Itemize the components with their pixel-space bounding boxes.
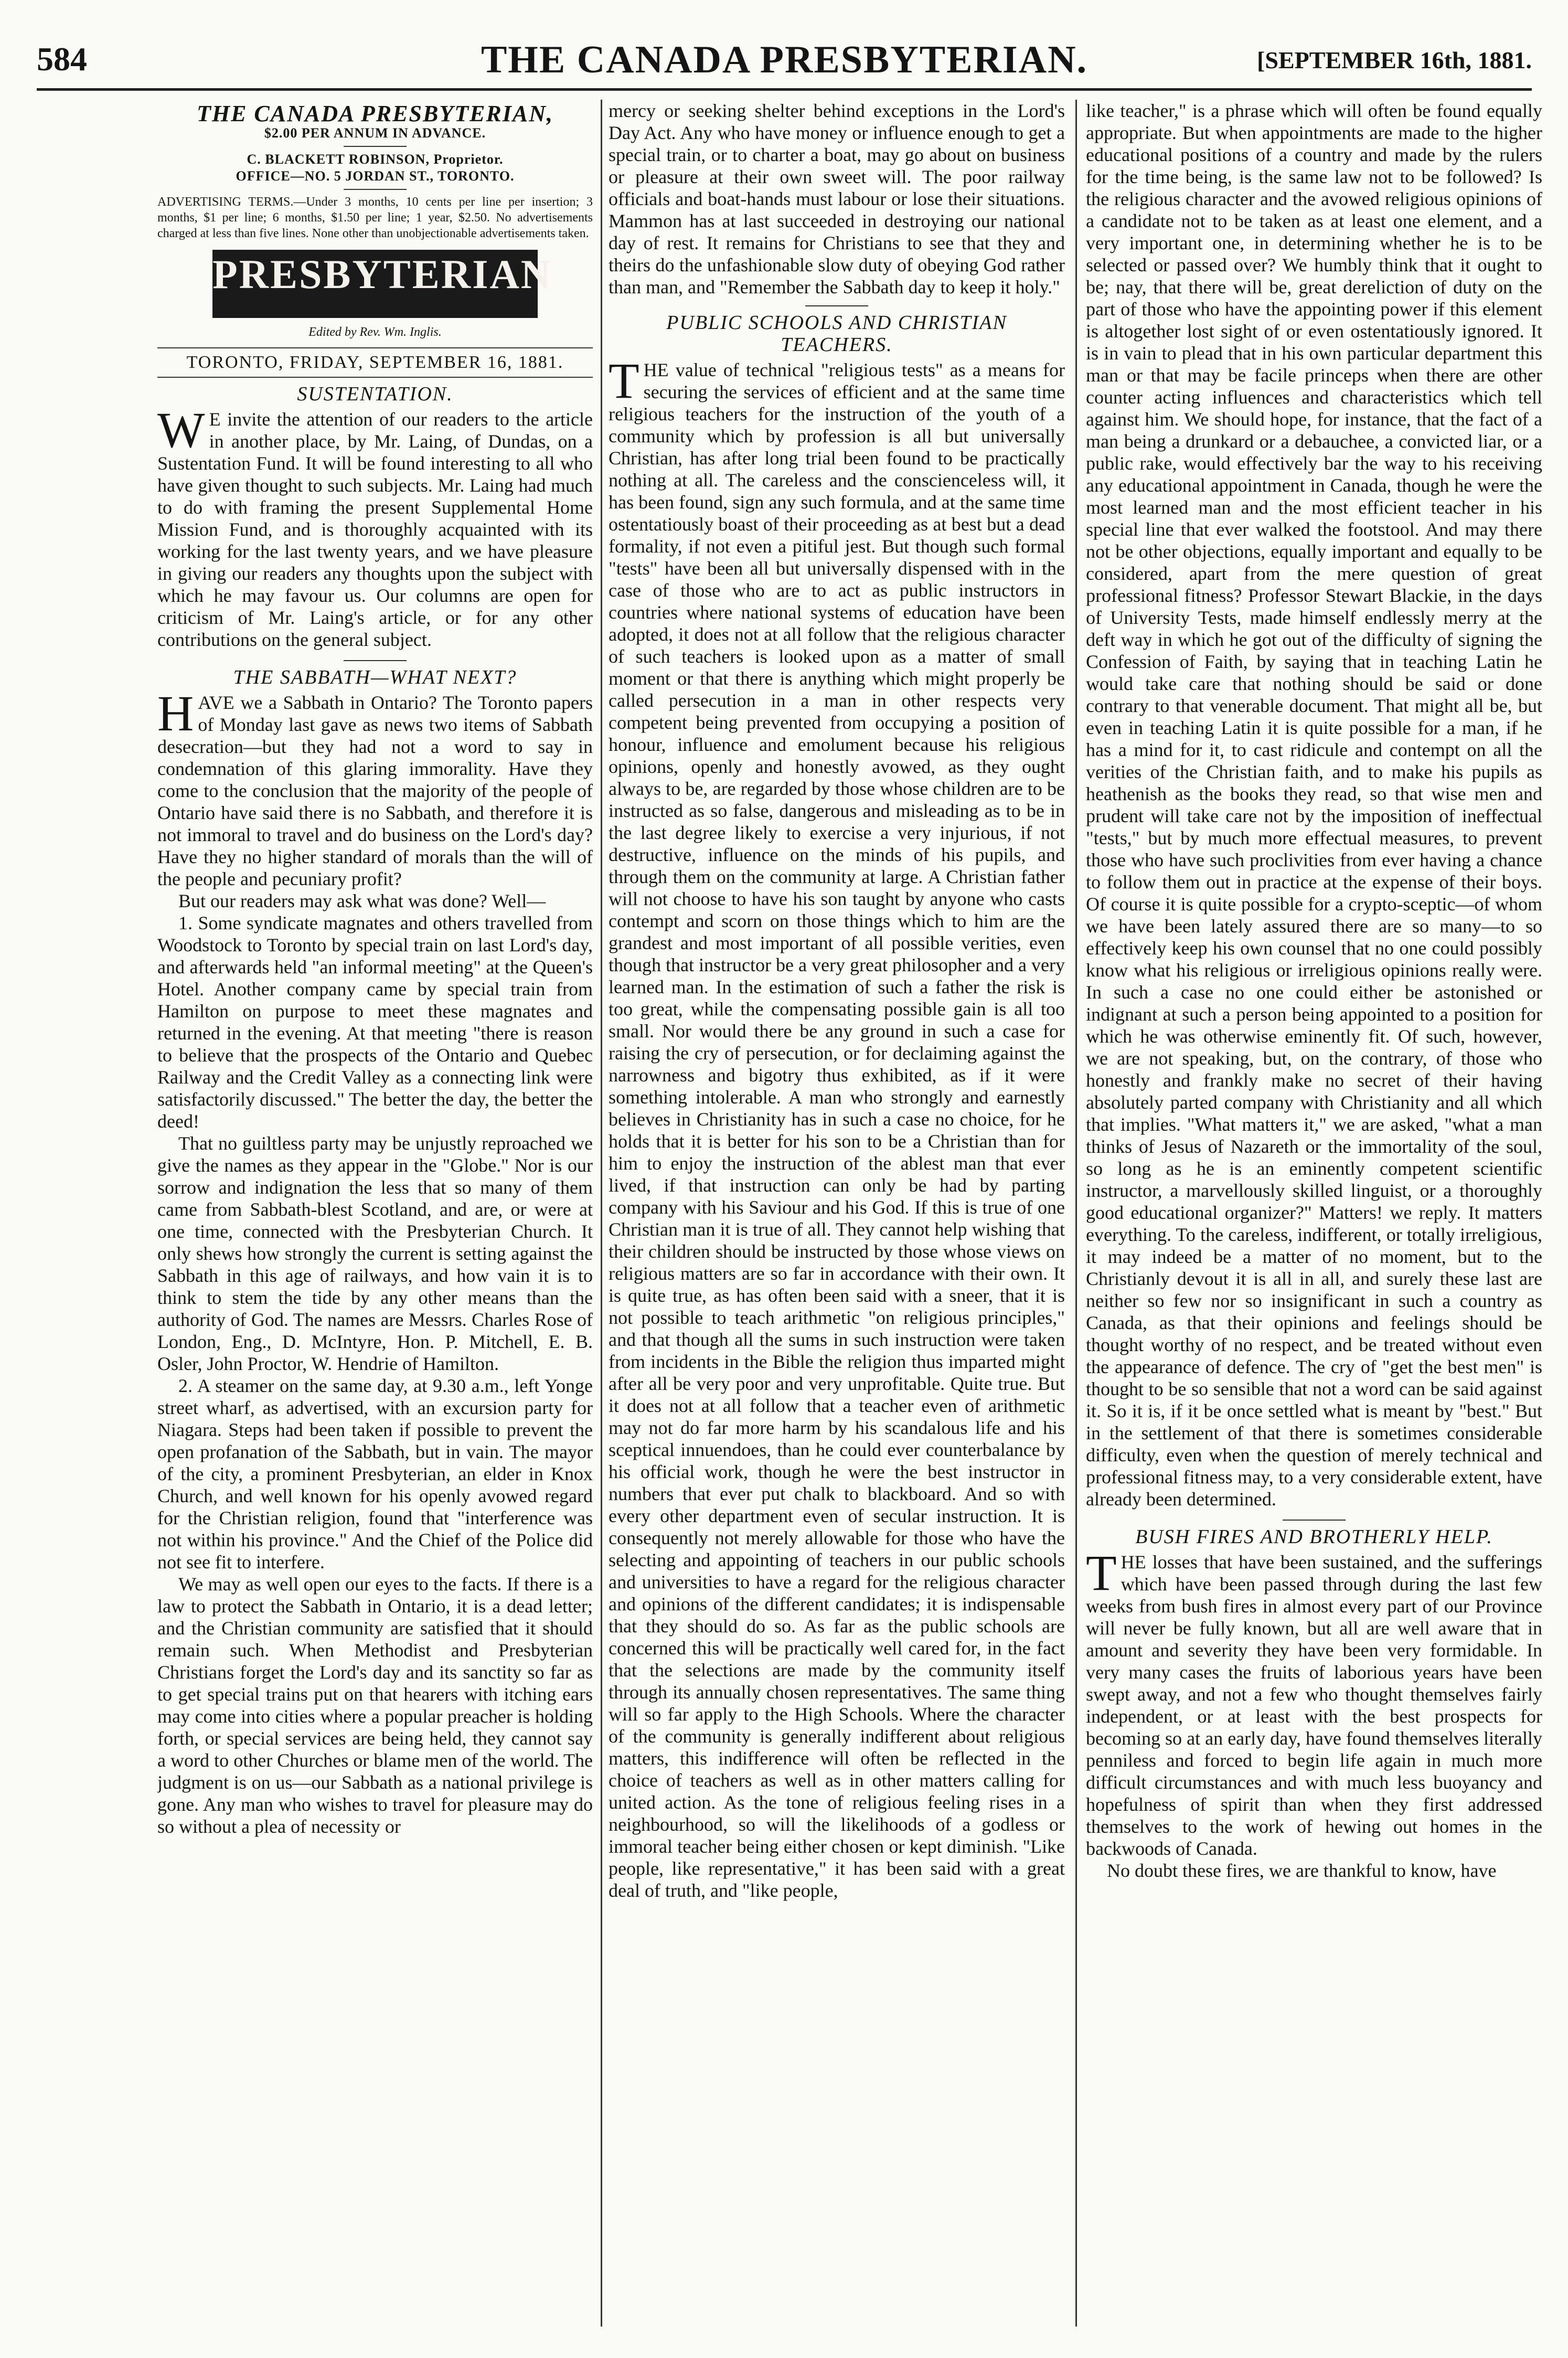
divider	[344, 146, 407, 147]
drop-cap: T	[609, 353, 639, 409]
column-divider	[1075, 100, 1077, 2327]
article-heading: SUSTENTATION.	[297, 383, 453, 405]
article-paragraph: mercy or seeking shelter behind exceptions in the Lord's Day Act. Any who have money or influence enough to get a special train, or to charter a boat, may go about on business or pleasure at their own sweet will. The poor railway officials and boat-hands must labour or lose their situations. Mammon has at last succeeded in destroying our national day of rest. It remains for Christians to see that they and theirs do the unfashionable slow duty of obeying God rather than man, and "Remember the Sabbath day to keep it holy."	[609, 100, 1065, 298]
dateline: TORONTO, FRIDAY, SEPTEMBER 16, 1881.	[157, 347, 593, 378]
newspaper-title: THE CANADA PRESBYTERIAN.	[481, 38, 1088, 81]
article-bushfires	[1086, 1526, 1542, 1882]
article-paragraph: AVE we a Sabbath in Ontario? The Toronto papers of Monday last gave as news two items of Sabbath desecration—but they had not a word to say in condemnation of this glaring immorality. Have they come to the conclusion that the majority of the people of Ontario have said there is no Sabbath, and therefore it is not immoral to travel and do business on the Lord's day? Have they no higher standard of morals than the will of the people and pecuniary profit?	[157, 692, 593, 889]
header-rule	[37, 88, 1532, 91]
column-3	[1086, 100, 1542, 2327]
column-1	[157, 100, 593, 2327]
drop-cap: H	[157, 685, 194, 741]
article-paragraph: But our readers may ask what was done? Well—	[178, 890, 546, 911]
article-heading: BUSH FIRES AND BROTHERLY HELP.	[1135, 1526, 1493, 1548]
article-paragraph: 2. A steamer on the same day, at 9.30 a.m., left Yonge street wharf, as advertised, with an excursion party for Niagara. Steps had been taken if possible to prevent the open profanation of the Sabbath, but in vain. The mayor of the city, a prominent Presbyterian, an elder in Knox Church, and well known for his openly avowed regard for the Christian religion, found that "interference was not within his province." And the Chief of the Police did not see fit to interfere.	[157, 1375, 593, 1573]
office-address: OFFICE—NO. 5 JORDAN ST., TORONTO.	[236, 168, 515, 184]
article-sustentation	[157, 383, 593, 651]
subscription-terms: $2.00 PER ANNUM IN ADVANCE.	[264, 125, 486, 141]
column-divider	[601, 100, 602, 2327]
article-paragraph: No doubt these fires, we are thankful to know, have	[1107, 1860, 1497, 1881]
issue-date: [SEPTEMBER 16th, 1881.	[1257, 47, 1532, 73]
drop-cap: W	[157, 402, 205, 458]
divider	[1283, 1520, 1346, 1521]
masthead-banner	[212, 250, 552, 318]
column-2	[609, 100, 1065, 2327]
article-paragraph: HE losses that have been sustained, and the sufferings which have been passed through during the last few weeks from bush fires in almost every part of our Province will never be fully known, but all are well aware that in amount and severity they have been very formidable. In very many cases the fruits of laborious years have been swept away, and not a few who thought themselves fairly independent, or at least with the best prospects for becoming so at an early day, have found themselves literally penniless and forced to begin life again in much more difficult circumstances and with much less buoyancy and hopefulness of spirit than when they first addressed themselves to the work of hewing out homes in the backwoods of Canada.	[1086, 1552, 1542, 1859]
banner-text: PRESBYTERIAN	[212, 251, 552, 297]
article-schools	[609, 312, 1065, 1902]
editor-line: Edited by Rev. Wm. Inglis.	[308, 325, 442, 339]
divider	[344, 189, 407, 190]
proprietor: C. BLACKETT ROBINSON, Proprietor.	[247, 152, 504, 167]
article-paragraph: HE value of technical "religious tests" as a means for securing the services of efficient and at the same time religious teachers for the instruction of the youth of a community which by profession is all but universally Christian, has after long trial been found to be practically nothing at all. The careless and the conscienceless will, it has been found, sign any such formula, and at the same time ostentatiously boast of their proceeding as at best but a dead formality, if not even a pitiful jest. But though such formal "tests" have been all but universally dispensed with in the case of those who are to act as public instructors in countries where national systems of education have been adopted, it does not at all follow that the religious character of such teachers is looked upon as a matter of small moment or that there is anything which might properly be called persecution in a man in other respects very competent being prevented from occupying a position of honour, influence and emolument because his religious opinions, openly and honestly avowed, as they ought always to be, are regarded by those whose children are to be instructed as so false, dangerous and misleading as to be in the last degree likely to exercise a very injurious, if not destructive, influence on the minds of his pupils, and through them on the community at large. A Christian father will not choose to have his son taught by anyone who casts contempt and scorn on those things which to him are the grandest and most important of all possible verities, even though that instructor be a very great philosopher and a very learned man. In the estimation of such a father the risk is too great, while the compensating possible gain is all too small. Nor would there be any ground in such a case for raising the cry of persecution, or for declaiming against the narrowness and bigotry thus exhibited, as if it were something intolerable. A man who strongly and earnestly believes in Christianity has in such a case no choice, for he holds that it is better for his son to be a Christian than for him to enjoy the instruction of the ablest man that ever lived, if that instruction can only be had by parting company with his Saviour and his God. If this is true of one Christian man it is true of all. They cannot help wishing that their children should be instructed by those whose views on religious matters are so far in accordance with their own. It is quite true, as has often been said with a sneer, that it is not possible to teach arithmetic "on religious principles," and that though all the sums in such instruction were taken from incidents in the Bible the religion thus imparted might after all be very poor and very unprofitable. Quite true. But it does not at all follow that a teacher even of arithmetic may not do far more harm by his scandalous life and his sceptical innuendoes, than he could ever counterbalance by his official work, though he were the best instructor in numbers that ever put chalk to blackboard. And so with every other department even of secular instruction. It is consequently not merely allowable for those who have the selecting and appointing of teachers in our public schools and universities to have a regard for the religious character and opinions of the different candidates; it is indispensable that they should do so. As far as the public schools are concerned this will be practically well cared for, in the fact that the selections are made by the community itself through its annually chosen representatives. The same thing will so far apply to the High Schools. Where the character of the community is generally indifferent about religious matters, this indifference will often be reflected in the choice of teachers as well as in other matters calling for united action. As the tone of religious feeling rises in a neighbourhood, so will the likelihoods of a godless or immoral teacher being either chosen or kept diminish. "Like people, like representative," it has been said with a great deal of truth, and "like people,	[609, 359, 1065, 1901]
article-heading: PUBLIC SCHOOLS AND CHRISTIAN TEACHERS.	[666, 312, 1007, 356]
article-paragraph: We may as well open our eyes to the facts. If there is a law to protect the Sabbath in Ontario, it is a dead letter; and the Christian community are satisfied that it should remain such. When Methodist and Presbyterian Christians forget the Lord's day and its sanctity so far as to get special trains put on that hearers with itching ears may come into cities where a popular preacher is holding forth, or special services are being held, they cannot say a word to other Churches or blame men of the world. The judgment is on us—our Sabbath as a national privilege is gone. Any man who wishes to travel for pleasure may do so without a plea of necessity or	[157, 1574, 593, 1837]
masthead	[157, 103, 593, 378]
divider	[805, 305, 868, 306]
page-number: 584	[37, 40, 87, 78]
article-heading: THE SABBATH—WHAT NEXT?	[233, 666, 517, 688]
article-paragraph: That no guiltless party may be unjustly reproached we give the names as they appear in the "Globe." Nor is our sorrow and indignation the less that so many of them came from Sabbath-blest Scotland, and are, or were at one time, connected with the Presbyterian Church. It only shews how strongly the current is setting against the Sabbath in this age of railways, and how vain it is to think to stem the tide by any other means than the authority of God. The names are Messrs. Charles Rose of London, Eng., D. McIntyre, Hon. P. Mitchell, E. B. Osler, John Proctor, W. Hendrie of Hamilton.	[157, 1133, 593, 1374]
drop-cap: T	[1086, 1545, 1117, 1601]
article-paragraph: like teacher," is a phrase which will often be found equally appropriate. But when appointments are made to the higher educational positions of a country and made by the rulers for the time being, is the same law not to be followed? Is the religious character and the avowed religious opinions of a candidate not to be taken as at least one element, and a very important one, in determining whether he is to be selected or passed over? We humbly think that it ought to be; nay, that there will be, great dereliction of duty on the part of those who have the appointing power if this element is altogether lost sight of or even ostentatiously ignored. It is in vain to plead that in his own particular department this man or that may be facile princeps when there are other counter acting influences and characteristics which tell against him. We should hope, for instance, that the fact of a man being a drunkard or a debauchee, a convicted liar, or a public rake, would effectively bar the way to his receiving any educational appointment in Canada, though he were the most learned man and the most efficient teacher in his special line that ever walked the footstool. And may there not be other objections, equally important and equally to be considered, apart from the mere question of great professional fitness? Professor Stewart Blackie, in the days of University Tests, made himself endlessly merry at the deft way in which he got out of the difficulty of signing the Confession of Faith, by saying that in teaching Latin he would take care that nothing should be said or done contrary to that venerable document. That might all be, but even in teaching Latin it is quite possible for a man, if he has a mind for it, to cast ridicule and contempt on all the verities of the Christian faith, and to make his pupils as heathenish as the books they read, so that wise men and prudent will take care not by the imposition of ineffectual "tests," but by much more effectual measures, to prevent those who have such proclivities from ever having a chance to follow them out in practice at the expense of their boys. Of course it is quite possible for a crypto-sceptic—of whom we have been lately assured there are so many—to so effectively keep his own counsel that no one could possibly know what his religious or irreligious opinions really were. In such a case no one could either be astonished or indignant at such a person being appointed to a position for which he was otherwise eminently fit. Of such, however, we are not speaking, but, on the contrary, of those who honestly and frankly make no secret of their having absolutely parted company with Christianity and all which that implies. "What matters it," we are asked, "what a man thinks of Jesus of Nazareth or the immortality of the soul, so long as he is an eminently competent scientific instructor, a marvellously skilled linguist, or a thoroughly good educational organizer?" Matters! we reply. It matters everything. To the careless, indifferent, or totally irreligious, it may indeed be a matter of no moment, but to the Christianly devout it is all in all, and surely these last are neither so few nor so insignificant in such a country as Canada, as that their opinions and feelings should be thought worthy of no respect, and be treated without even the appearance of defence. The cry of "get the best men" is thought to be so sensible that not a word can be said against it. So it is, if it be once settled what is meant by "best." But in the settlement of that there is sometimes considerable difficulty, even when the question of merely technical and professional fitness may, to a very considerable extent, have already been determined.	[1086, 100, 1542, 1510]
article-sabbath	[157, 666, 593, 1837]
masthead-title: THE CANADA PRESBYTERIAN,	[196, 101, 554, 126]
article-paragraph: E invite the attention of our readers to the article in another place, by Mr. Laing, of Dundas, on a Sustentation Fund. It will be found interesting to all who have given thought to such subjects. Mr. Laing had much to do with framing the present Supplemental Home Mission Fund, and is thoroughly acquainted with its working for the last twenty years, and we have pleasure in giving our readers any thoughts upon the subject with which he may favour us. Our columns are open for criticism of Mr. Laing's article, or for any other contributions on the general subject.	[157, 409, 593, 650]
divider	[344, 660, 407, 661]
article-paragraph: 1. Some syndicate magnates and others travelled from Woodstock to Toronto by special train on last Lord's day, and afterwards held "an informal meeting" at the Queen's Hotel. Another company came by special train from Hamilton on purpose to meet these magnates and returned in the evening. At that meeting "there is reason to believe that the prospects of the Ontario and Quebec Railway and the Credit Valley as a connecting link were satisfactorily discussed." The better the day, the better the deed!	[157, 912, 593, 1132]
advertising-terms: ADVERTISING TERMS.—Under 3 months, 10 cents per line per insertion; 3 months, $1 per line; 6 months, $1.50 per line; 1 year, $2.50. No advertisements charged at less than five lines. None other than unobjectionable advertisements taken.	[157, 195, 593, 240]
